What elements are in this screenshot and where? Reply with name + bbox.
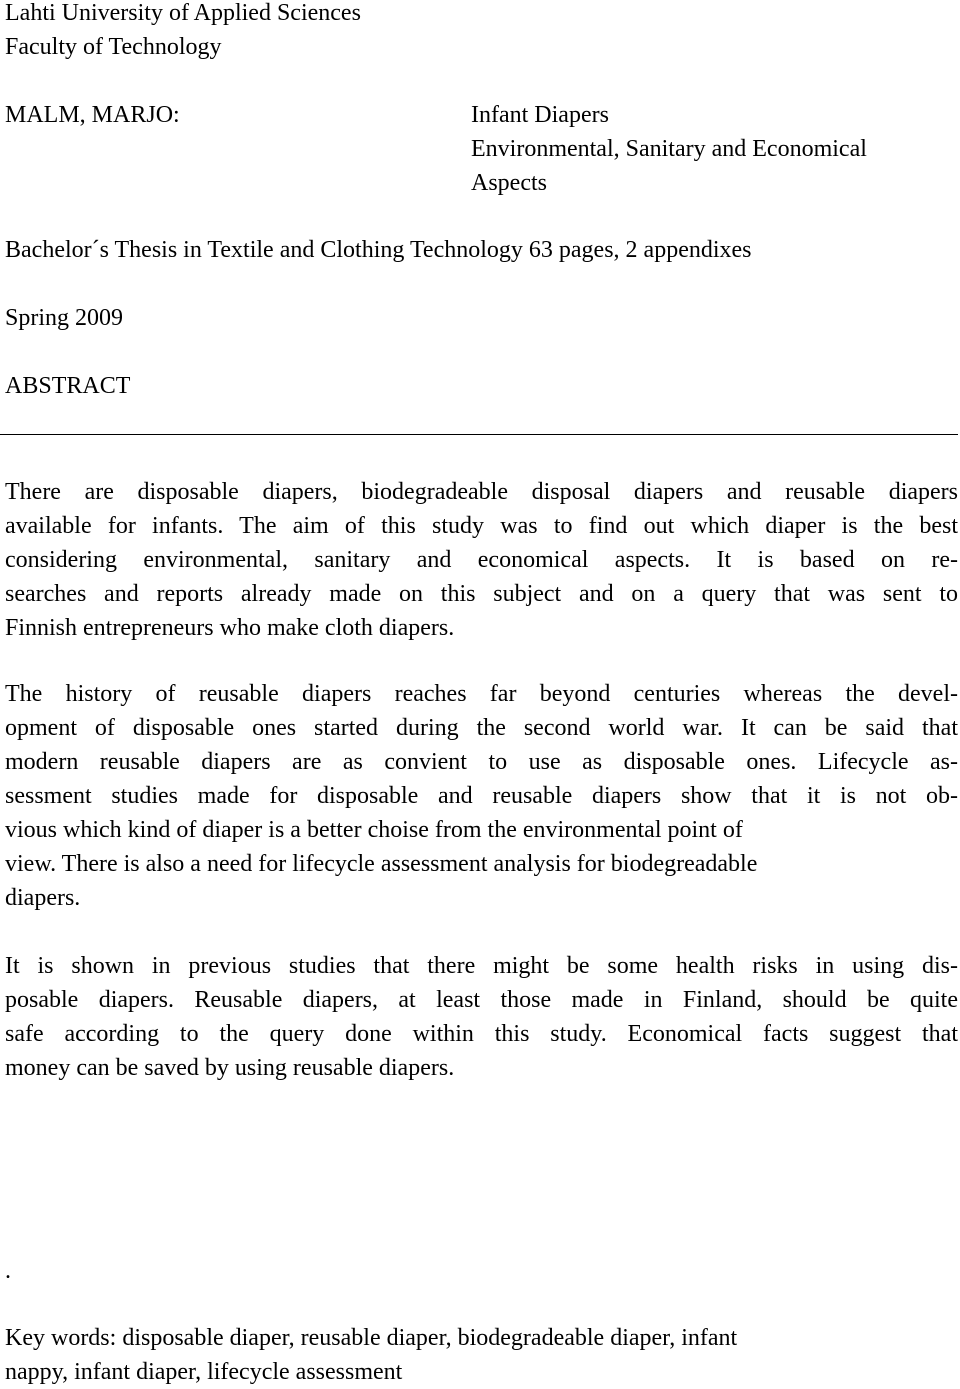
paragraph-line: The history of reusable diapers reaches far beyond centuries whereas the devel-: [5, 681, 958, 707]
paragraph-line: opment of disposable ones started during the second world war. It can be said that: [5, 715, 958, 741]
paragraph-line: diapers.: [5, 885, 81, 911]
paragraph-line: posable diapers. Reusable diapers, at least those made in Finland, should be quite: [5, 987, 958, 1013]
paragraph-line: sessment studies made for disposable and reusable diapers show that it is not ob-: [5, 783, 958, 809]
term: Spring 2009: [5, 305, 124, 331]
paragraph-line: available for infants. The aim of this study was to find out which diaper is the best: [5, 513, 958, 539]
paragraph-line: vious which kind of diaper is a better choise from the environmental point of: [5, 817, 743, 843]
thesis-info: Bachelor´s Thesis in Textile and Clothing Technology 63 pages, 2 appendixes: [5, 237, 752, 263]
abstract-paragraph-1: [5, 475, 958, 645]
paragraph-line: considering environmental, sanitary and economical aspects. It is based on re-: [5, 547, 958, 573]
thesis-title-line-3: Aspects: [471, 170, 547, 196]
paragraph-line: searches and reports already made on this subject and on a query that was sent to: [5, 581, 958, 607]
paragraph-line: money can be saved by using reusable diapers.: [5, 1055, 455, 1081]
faculty-name: Faculty of Technology: [5, 34, 222, 60]
abstract-paragraph-3: [5, 949, 958, 1085]
section-heading: ABSTRACT: [5, 373, 131, 399]
abstract-paragraph-2: [5, 677, 958, 915]
author-name: MALM, MARJO:: [5, 102, 180, 128]
thesis-title-line-1: Infant Diapers: [471, 102, 609, 128]
keywords: [5, 1321, 958, 1389]
thesis-title-line-2: Environmental, Sanitary and Economical: [471, 136, 867, 162]
paragraph-line: It is shown in previous studies that there might be some health risks in using dis-: [5, 953, 958, 979]
divider-line: [0, 434, 958, 435]
stray-period: .: [5, 1258, 11, 1284]
institution-name: Lahti University of Applied Sciences: [5, 0, 361, 26]
paragraph-line: modern reusable diapers are as convient to use as disposable ones. Lifecycle as-: [5, 749, 958, 775]
paragraph-line: Finnish entrepreneurs who make cloth diapers.: [5, 615, 455, 641]
paragraph-line: There are disposable diapers, biodegradeable disposal diapers and reusable diapers: [5, 479, 958, 505]
paragraph-line: safe according to the query done within this study. Economical facts suggest that: [5, 1021, 958, 1047]
keywords-line: nappy, infant diaper, lifecycle assessment: [5, 1359, 403, 1385]
paragraph-line: view. There is also a need for lifecycle assessment analysis for biodegreadable: [5, 851, 758, 877]
keywords-line: Key words: disposable diaper, reusable diaper, biodegradeable diaper, infant: [5, 1325, 738, 1351]
